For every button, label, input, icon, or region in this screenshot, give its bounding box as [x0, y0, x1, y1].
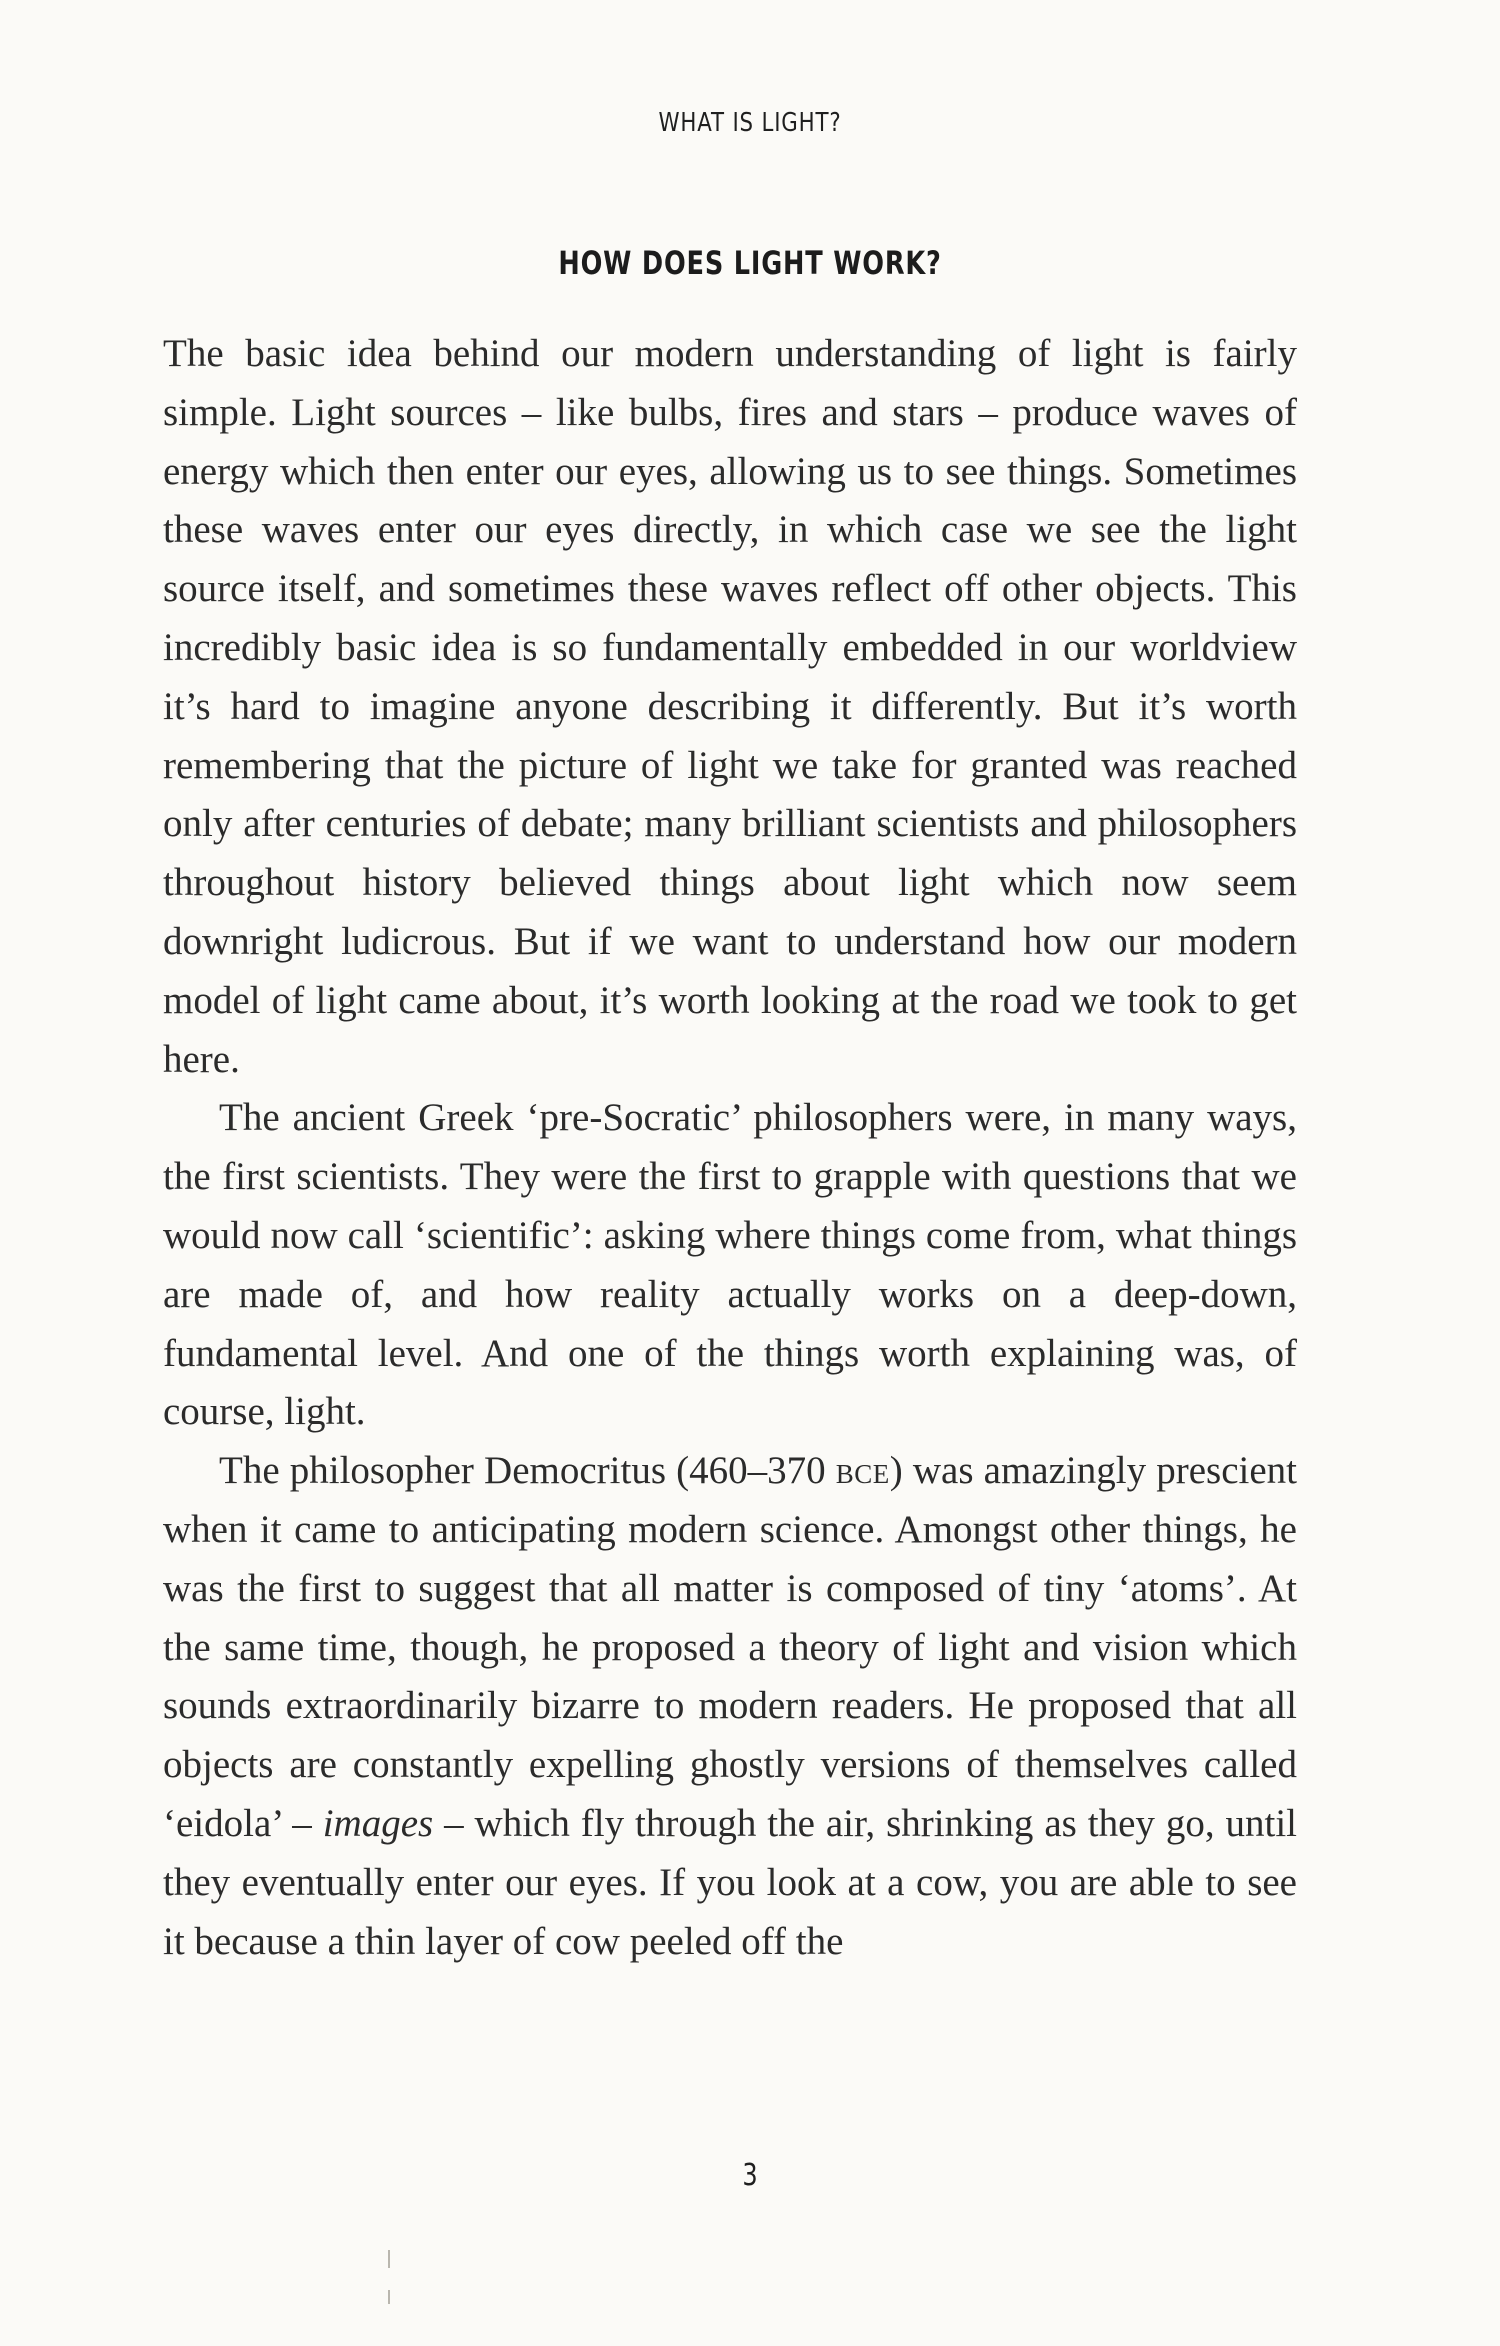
body-text: [163, 325, 1297, 1971]
section-title: HOW DOES LIGHT WORK?: [558, 244, 942, 282]
italic-images: images: [322, 1801, 434, 1845]
paragraph-3-end: – which fly through the air, shrinking as they go, until they eventually enter our eyes. If you look at a cow, you are able to see it because a thin layer of cow peeled off the: [163, 1801, 1297, 1963]
scan-mark: [388, 2250, 390, 2268]
paragraph-1: The basic idea behind our modern understanding of light is fairly simple. Light sources – like bulbs, fires and stars – produce waves of energy which then enter our eyes, allowing us to see things. Sometimes these waves enter our eyes directly, in which case we see the light source itself, and sometimes these waves reflect off other objects. This incredibly basic idea is so fundamentally embedded in our worldview it’s hard to imagine anyone describing it differently. But it’s worth remembering that the picture of light we take for granted was reached only after centuries of debate; many brilliant scientists and philosophers throughout history believed things about light which now seem downright ludicrous. But if we want to understand how our modern model of light came about, it’s worth looking at the road we took to get here.: [163, 332, 1297, 1081]
paragraph-2: The ancient Greek ‘pre-Socratic’ philosophers were, in many ways, the first scientists. They were the first to grapple with questions that we would now call ‘scientific’: asking where things come from, what things are made of, and how reality actually works on a deep-down, fundamental level. And one of the things worth explaining was, of course, light.: [163, 1096, 1297, 1434]
paragraph-3-lead: The philosopher Democritus (460–370: [219, 1449, 836, 1493]
era-abbreviation: bce: [835, 1449, 890, 1493]
page-number: 3: [742, 2158, 758, 2193]
running-head: WHAT IS LIGHT?: [658, 108, 842, 138]
paragraph-3: [163, 1442, 1297, 1971]
paragraph-3-middle: ) was amazingly prescient when it came to anticipating modern science. Amongst other things, he was the first to suggest that all matter is composed of tiny ‘atoms’. At the same time, though, he proposed a theory of light and vision which sounds extraordinarily bizarre to modern readers. He proposed that all objects are constantly expelling ghostly versions of themselves called ‘eidola’ –: [163, 1449, 1297, 1845]
scan-mark: [388, 2290, 390, 2304]
